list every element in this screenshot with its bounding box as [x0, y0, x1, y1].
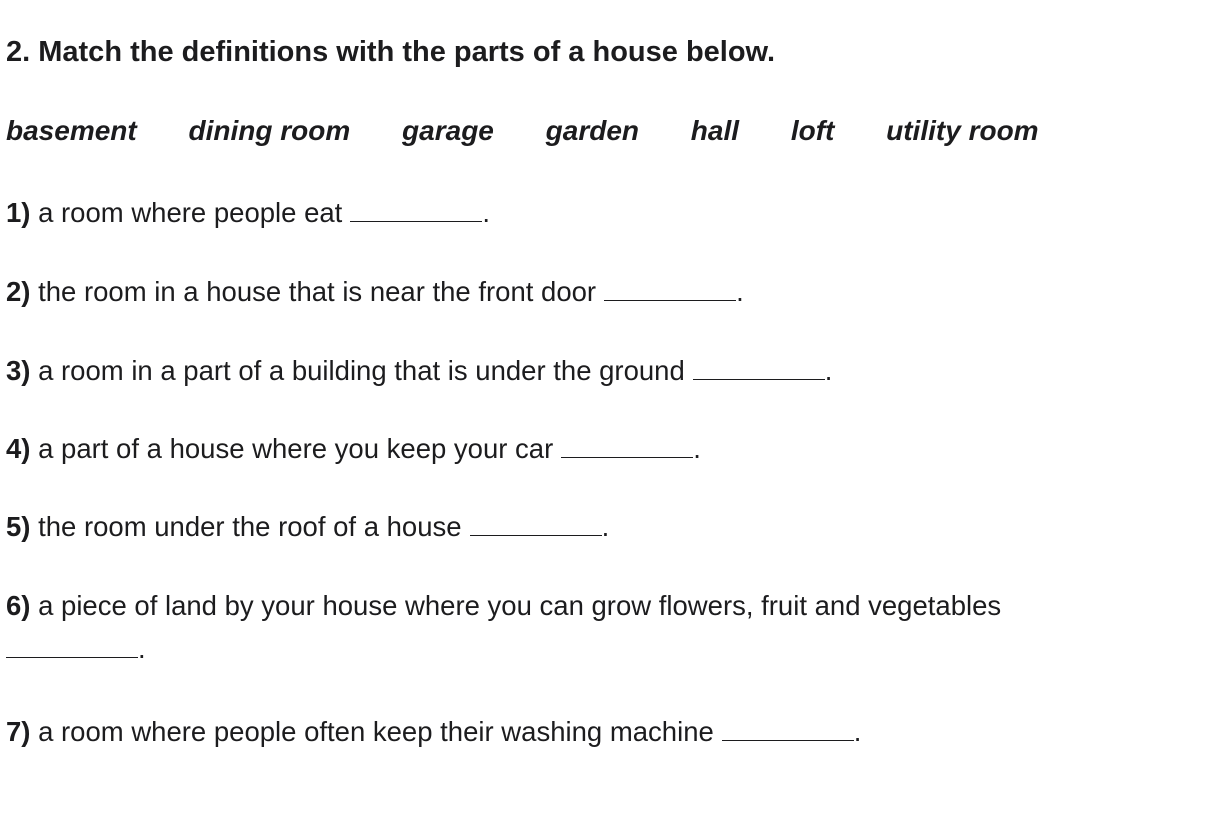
question-6-answer-line — [6, 633, 146, 665]
answer-blank[interactable] — [6, 633, 138, 658]
question-text: a part of a house where you keep your car — [38, 433, 554, 464]
word-bank-item: dining room — [188, 115, 351, 146]
question-end: . — [482, 197, 490, 228]
question-text: a piece of land by your house where you can grow flowers, fruit and vegetables — [38, 590, 1002, 621]
question-end: . — [138, 633, 146, 664]
word-bank-item: garden — [545, 115, 640, 146]
word-bank — [6, 115, 1039, 147]
answer-blank[interactable] — [604, 276, 736, 301]
question-5 — [6, 511, 609, 543]
word-bank-item: loft — [790, 115, 835, 146]
question-end: . — [601, 511, 610, 542]
question-1 — [6, 197, 490, 229]
question-7 — [6, 716, 861, 748]
answer-blank[interactable] — [693, 355, 825, 380]
question-number: 5) — [6, 511, 31, 542]
question-4 — [6, 433, 701, 465]
question-6 — [6, 590, 1001, 622]
answer-blank[interactable] — [722, 716, 854, 741]
question-number: 2) — [6, 276, 31, 307]
question-end: . — [736, 276, 744, 307]
question-end: . — [853, 716, 862, 747]
word-bank-item: garage — [402, 115, 494, 146]
question-text: the room in a house that is near the front door — [38, 276, 597, 307]
question-number: 4) — [6, 433, 31, 464]
question-number: 3) — [6, 355, 31, 386]
answer-blank[interactable] — [561, 433, 693, 458]
question-text: a room where people often keep their washing machine — [38, 716, 714, 747]
question-end: . — [824, 355, 833, 386]
word-bank-item: hall — [690, 115, 740, 146]
answer-blank[interactable] — [470, 511, 602, 536]
question-2 — [6, 276, 744, 308]
question-3 — [6, 355, 832, 387]
word-bank-item: basement — [6, 115, 137, 146]
word-bank-item: utility room — [886, 115, 1039, 146]
exercise-title: 2. Match the definitions with the parts of a house below. — [6, 36, 776, 68]
question-text: a room in a part of a building that is under the ground — [38, 355, 685, 386]
question-number: 6) — [6, 590, 31, 621]
answer-blank[interactable] — [350, 197, 482, 222]
question-number: 1) — [6, 197, 31, 228]
question-number: 7) — [6, 716, 31, 747]
question-text: a room where people eat — [38, 197, 343, 228]
question-end: . — [693, 433, 701, 464]
question-text: the room under the roof of a house — [38, 511, 462, 542]
